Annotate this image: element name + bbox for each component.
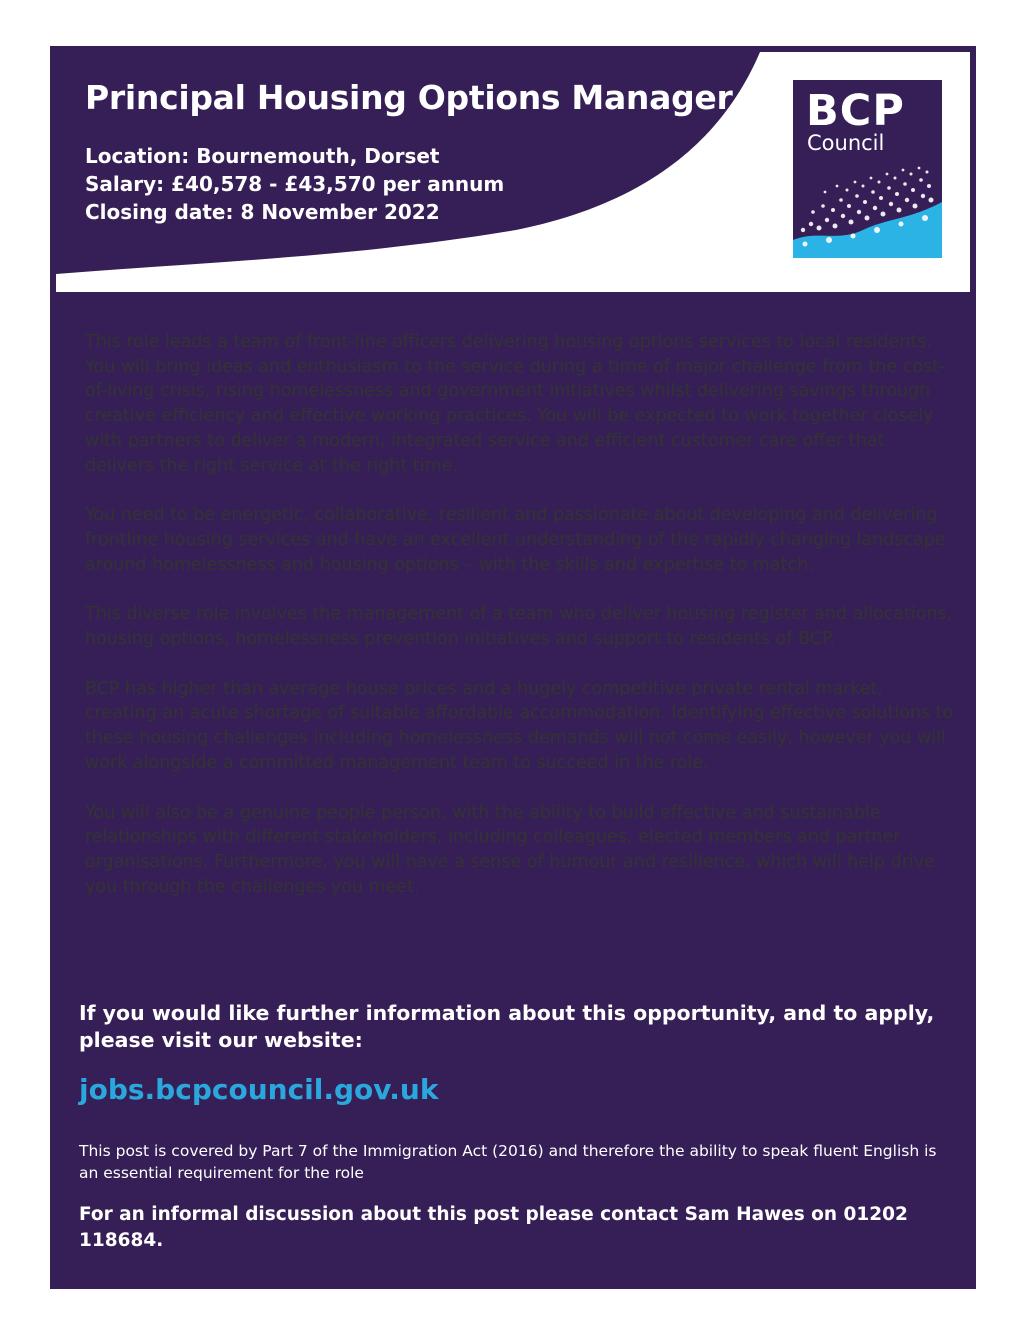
poster-frame [50, 46, 976, 1289]
description-paragraph: BCP has higher than average house prices and a hugely competitive private rental market, creating an acute shortage of suitable affordable accommodation. Identifying effective solutions to these housing challenges including homelessness demands will not come easily, however you will work alongside a committed management team to succeed in the role. [85, 678, 954, 773]
contact-info: For an informal discussion about this post please contact Sam Hawes on 01202 118684. [79, 1204, 908, 1251]
description-paragraph: You need to be energetic, collaborative, resilient and passionate about developing and delivering frontline housing services and have an excellent understanding of the rapidly changing landscape around homelessness and housing options – with the skills and expertise to match. [85, 505, 946, 575]
location-text: Location: Bournemouth, Dorset [85, 144, 440, 168]
logo-bcp-text: BCP [806, 86, 905, 136]
website-link[interactable]: jobs.bcpcouncil.gov.uk [79, 1073, 439, 1106]
salary-text: Salary: £40,578 - £43,570 per annum [85, 172, 505, 196]
apply-call-to-action: If you would like further information about this opportunity, and to apply, please visit our website: [79, 1001, 935, 1052]
description-paragraph: This diverse role involves the management of a team who deliver housing register and allocations, housing options, homelessness prevention initiatives and support to residents of BCP. [85, 604, 953, 650]
logo-council-text: Council [807, 131, 885, 155]
content-panel [56, 52, 970, 964]
bcp-council-logo [793, 80, 942, 258]
immigration-notice: This post is covered by Part 7 of the Immigration Act (2016) and therefore the ability to speak fluent English is an essential requirement for the role [79, 1142, 937, 1182]
footer [79, 1000, 949, 1254]
job-details [85, 142, 504, 226]
closing-date-text: Closing date: 8 November 2022 [85, 200, 440, 224]
job-description [85, 330, 955, 924]
description-paragraph: You will also be a genuine people person, with the ability to build effective and sustainable relationships with different stakeholders, including colleagues, elected members and partner organisations. Furthermore, you will have a sense of humour and resilience, which will help drive you through the challenges you meet. [85, 802, 935, 897]
job-title: Principal Housing Options Manager [85, 78, 733, 117]
description-paragraph: This role leads a team of front-line officers delivering housing options services to local residents. You will bring ideas and enthusiasm to the service during a time of major challenge from the cost-of-living crisis, rising homelessness and government initiatives whilst delivering savings through creative efficiency and effective working practices. You will be expected to work together closely with partners to deliver a modern, integrated service and efficient customer care offer that delivers the right service at the right time. [85, 332, 946, 476]
